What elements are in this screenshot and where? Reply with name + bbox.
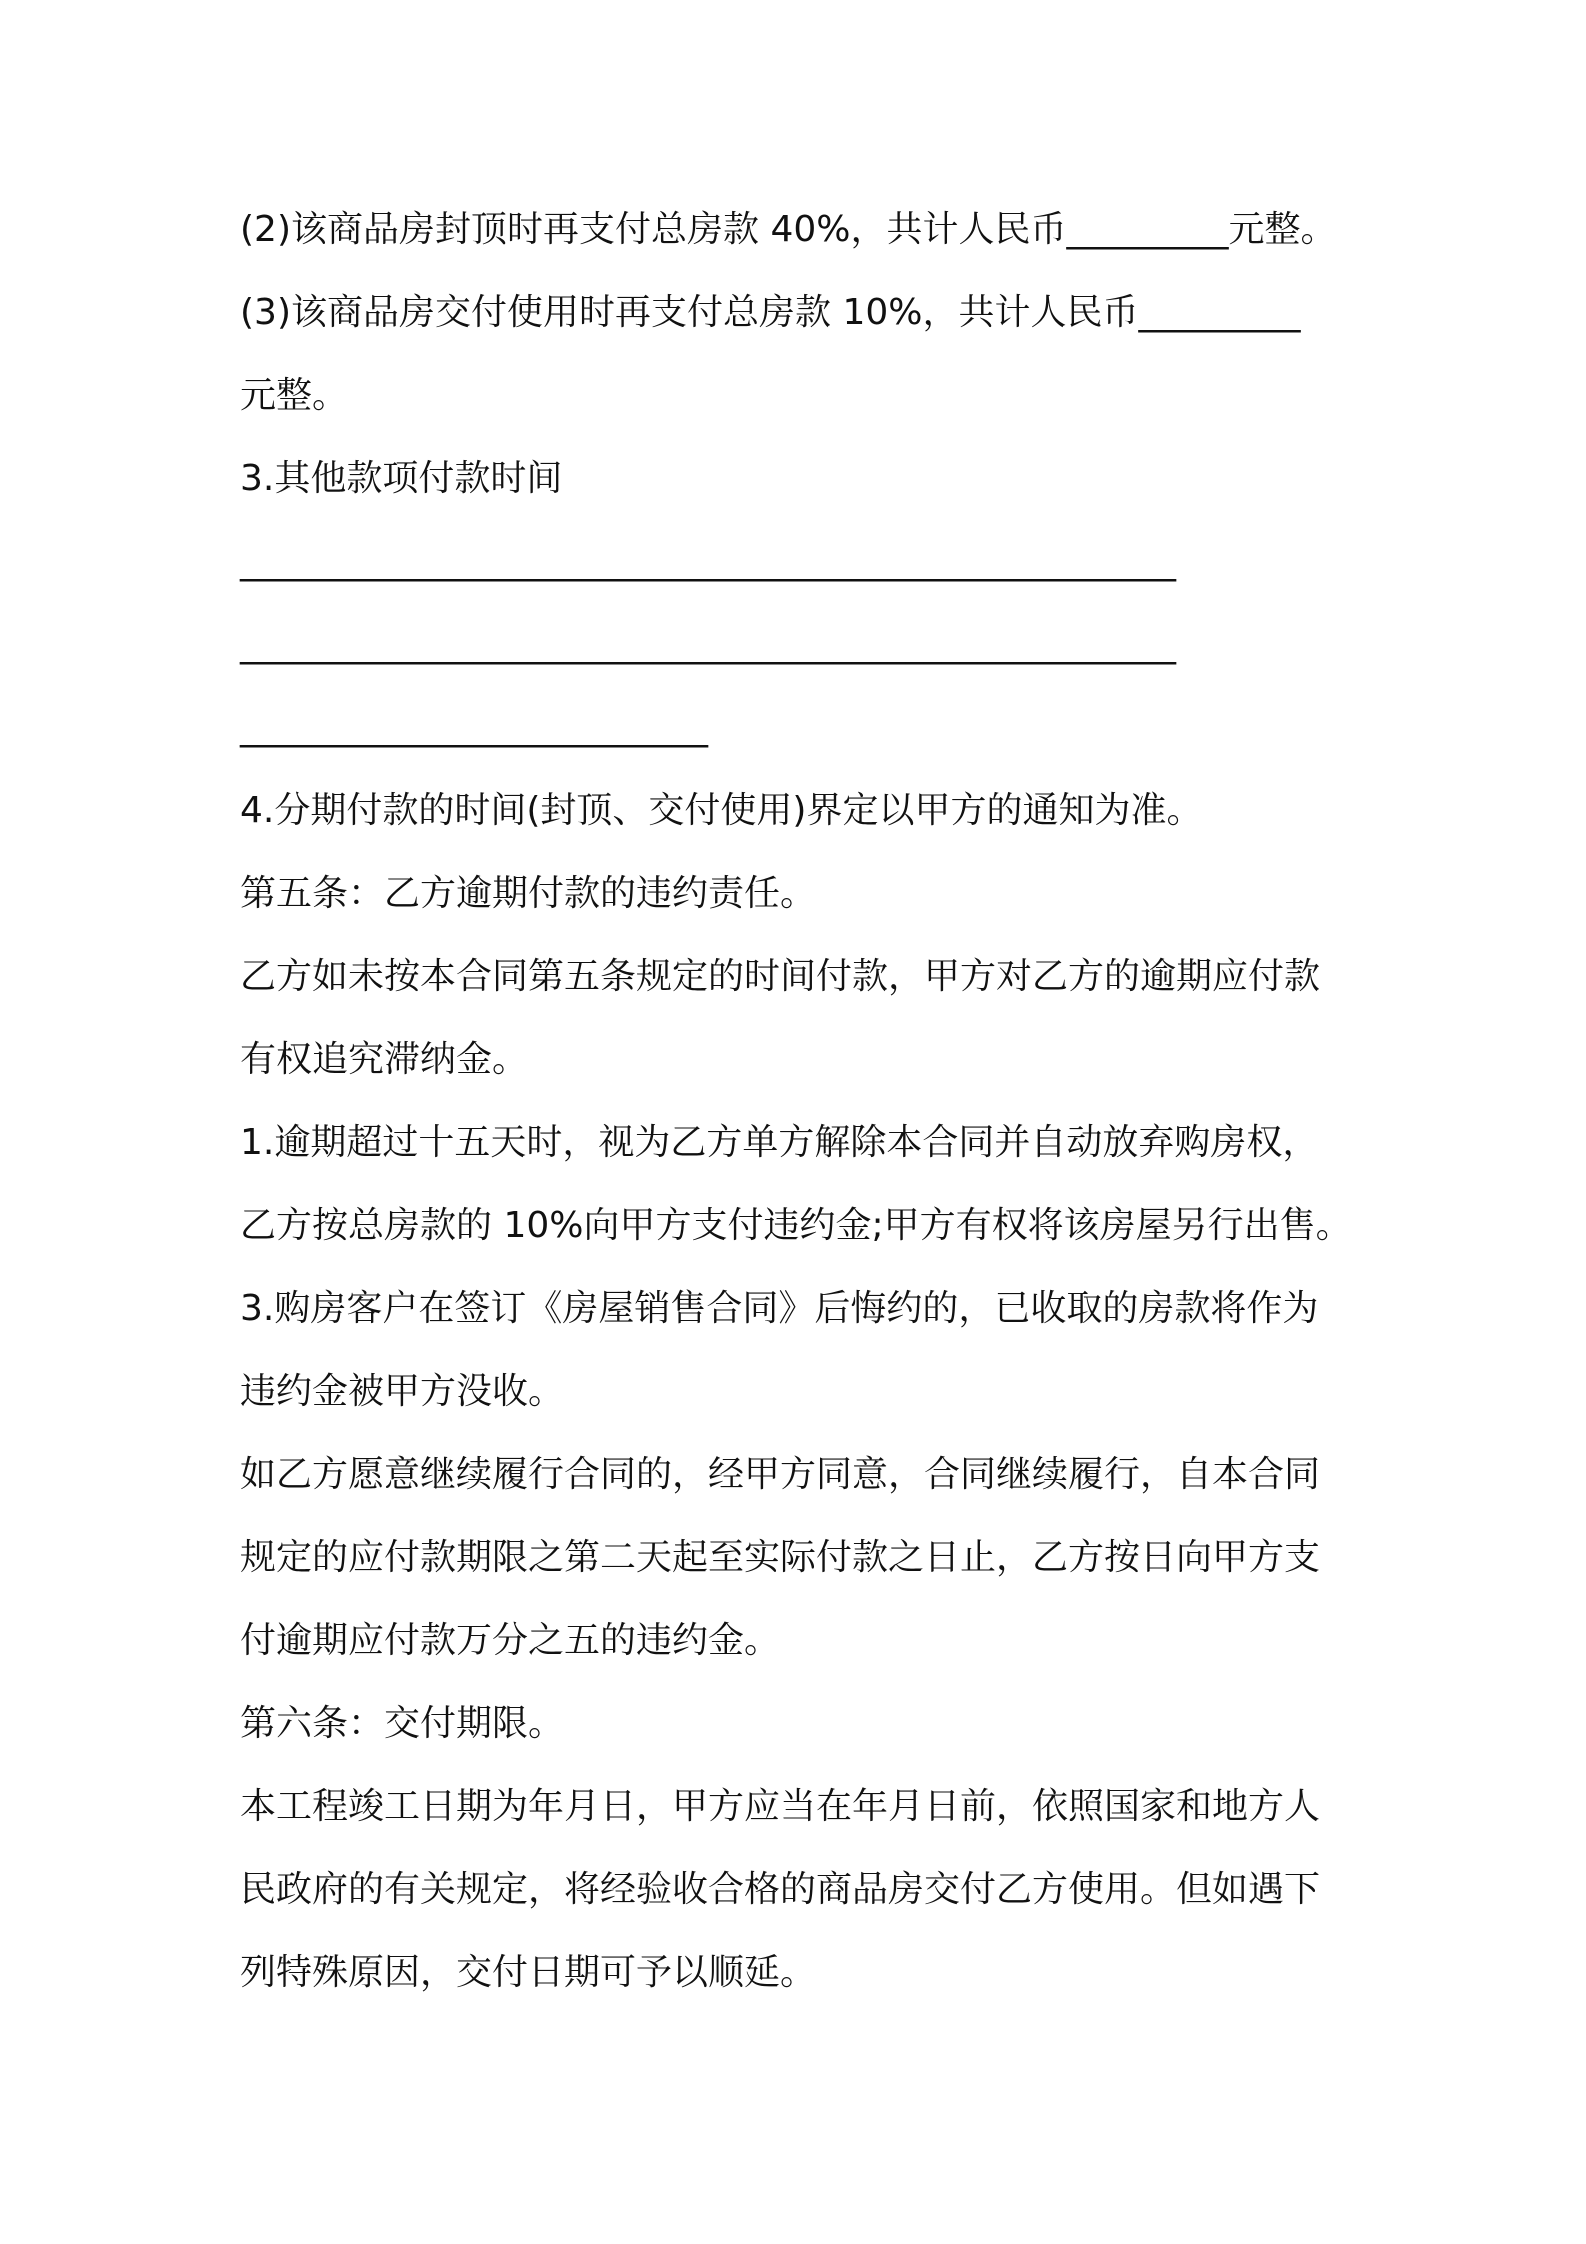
section-heading: 第六条：交付期限。: [240, 1703, 565, 1744]
text-line: 民政府的有关规定，将经验收合格的商品房交付乙方使用。但如遇下: [240, 1869, 1321, 1910]
text-line: 有权追究滞纳金。: [240, 1039, 529, 1080]
text-line: 4.分期付款的时间(封顶、交付使用)界定以甲方的通知为准。: [240, 790, 1203, 831]
text-line: 如乙方愿意继续履行合同的，经甲方同意，合同继续履行，自本合同: [240, 1454, 1321, 1495]
text-line: 付逾期应付款万分之五的违约金。: [240, 1620, 781, 1661]
text-line: (3)该商品房交付使用时再支付总房款 10%，共计人民币_________: [240, 292, 1301, 333]
blank-line: ____________________________________________________: [240, 624, 1176, 665]
text-line: 3.购房客户在签订《房屋销售合同》后悔约的，已收取的房款将作为: [240, 1288, 1319, 1329]
document-body: [240, 200, 1360, 2026]
text-line: 违约金被甲方没收。: [240, 1371, 565, 1412]
blank-line: ____________________________________________________: [240, 541, 1176, 582]
text-line: 3.其他款项付款时间: [240, 458, 563, 499]
text-line: 规定的应付款期限之第二天起至实际付款之日止，乙方按日向甲方支: [240, 1537, 1321, 1578]
text-line: 乙方如未按本合同第五条规定的时间付款，甲方对乙方的逾期应付款: [240, 956, 1321, 997]
section-heading: 第五条：乙方逾期付款的违约责任。: [240, 873, 817, 914]
text-line: 列特殊原因，交付日期可予以顺延。: [240, 1952, 817, 1993]
text-line: 1.逾期超过十五天时，视为乙方单方解除本合同并自动放弃购房权，: [240, 1122, 1319, 1163]
text-line: (2)该商品房封顶时再支付总房款 40%，共计人民币_________元整。: [240, 209, 1337, 250]
text-line: 本工程竣工日期为年月日，甲方应当在年月日前，依照国家和地方人: [240, 1786, 1321, 1827]
blank-line: __________________________: [240, 707, 708, 748]
text-line: 元整。: [240, 375, 349, 416]
text-line: 乙方按总房款的 10%向甲方支付违约金;甲方有权将该房屋另行出售。: [240, 1205, 1352, 1246]
